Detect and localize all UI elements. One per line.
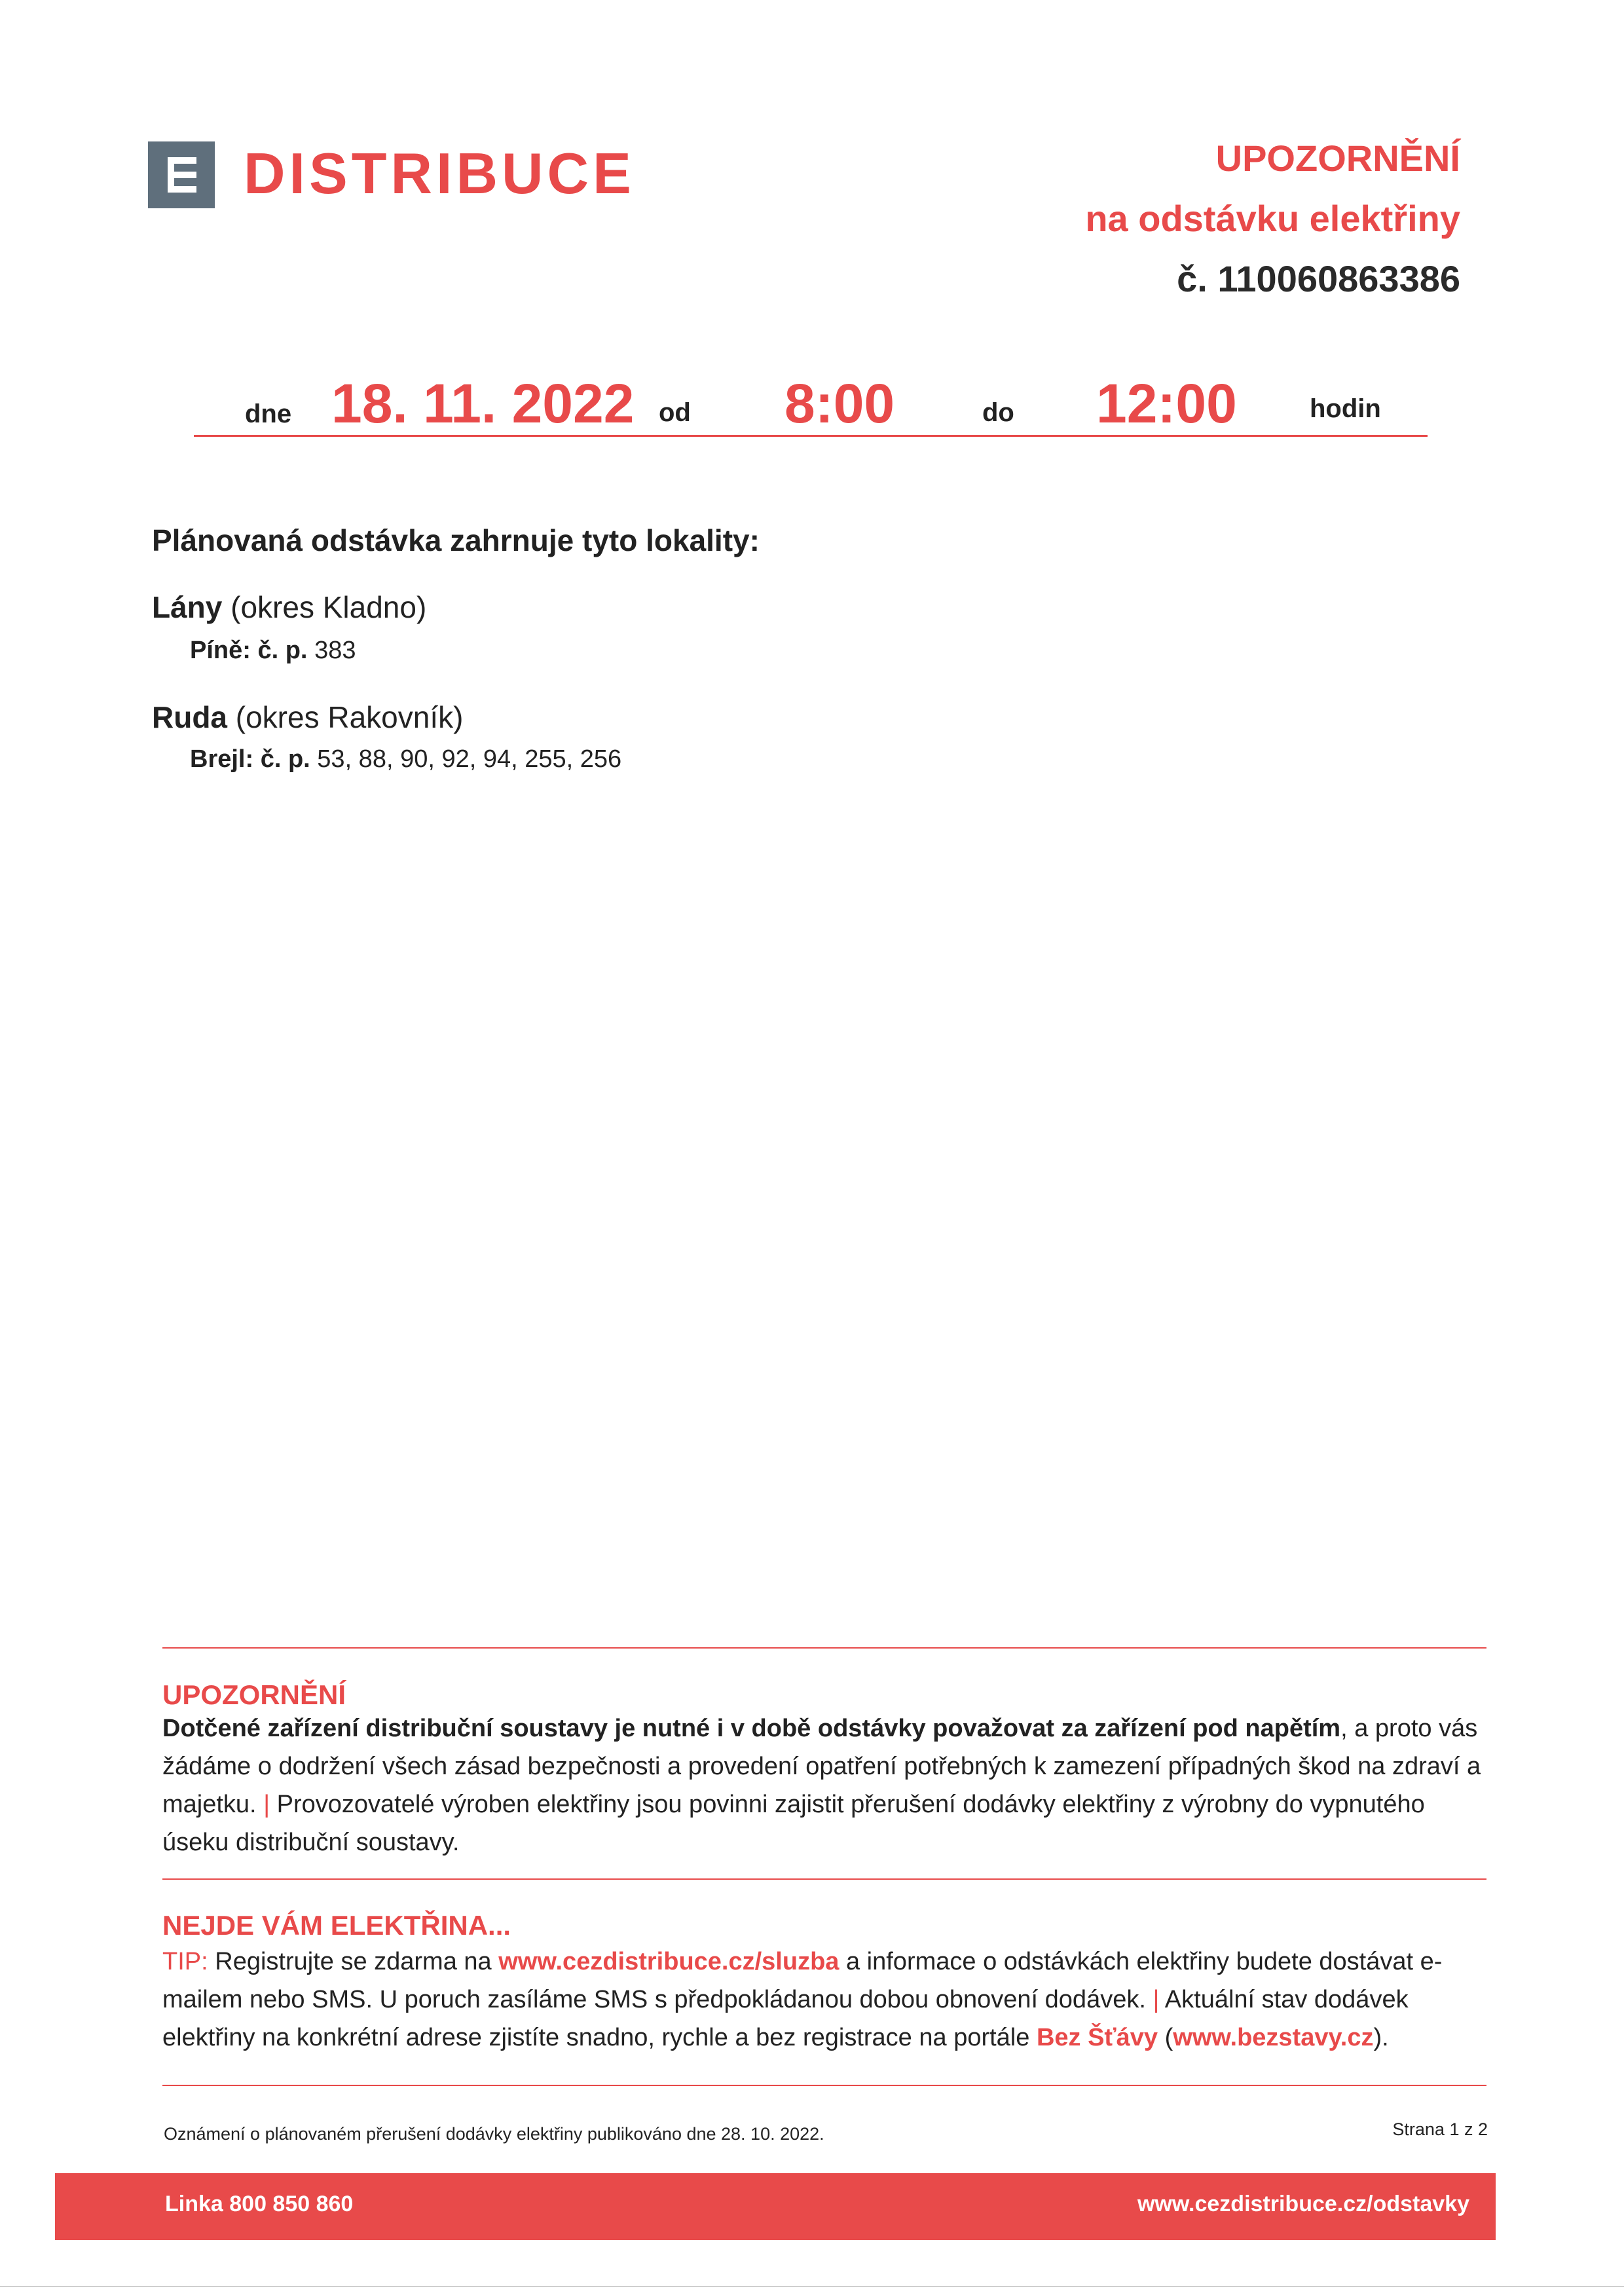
- location-street: [190, 637, 356, 665]
- town-name: Lány: [152, 590, 223, 624]
- locations-heading: Plánovaná odstávka zahrnuje tyto lokality:: [152, 523, 760, 557]
- warning-text-1: , a proto vás žádáme o dodržení všech zásad bezpečnosti a provedení opatření potřebných k zamezení případných škod na zdraví a majetku.: [162, 1715, 1481, 1818]
- warning-text-2: Provozovatelé výroben elektřiny jsou povinni zajistit přerušení dodávky elektřiny z výrobny do vypnutého úseku distribuční soustavy.: [162, 1791, 1425, 1856]
- warning-text: [162, 1709, 1485, 1861]
- from-time: 8:00: [784, 373, 895, 434]
- notice-title-line2: na odstávku elektřiny: [1085, 198, 1460, 239]
- published-note: Oznámení o plánovaném přerušení dodávky elektřiny publikováno dne 28. 10. 2022.: [164, 2124, 824, 2144]
- bezstavy-link[interactable]: www.bezstavy.cz: [1173, 2024, 1374, 2051]
- no-power-title: NEJDE VÁM ELEKTŘINA...: [162, 1910, 511, 1941]
- website-link[interactable]: www.cezdistribuce.cz/odstavky: [1137, 2192, 1469, 2216]
- separator: |: [1153, 1986, 1160, 2013]
- to-time: 12:00: [1096, 373, 1237, 434]
- separator: |: [263, 1791, 270, 1818]
- warning-title: UPOZORNĚNÍ: [162, 1679, 346, 1710]
- town-district: (okres Kladno): [231, 590, 427, 624]
- location-town: [152, 700, 463, 735]
- no-power-text-1: Registrujte se zdarma na: [215, 1948, 492, 1975]
- to-label: do: [982, 398, 1014, 427]
- street-name: Píně:: [190, 637, 251, 664]
- cez-e-logo-icon: [148, 141, 215, 208]
- from-label: od: [659, 398, 691, 427]
- location-street: [190, 745, 621, 774]
- registration-link[interactable]: www.cezdistribuce.cz/sluzba: [498, 1948, 840, 1975]
- hotline: Linka 800 850 860: [165, 2192, 354, 2216]
- house-numbers: 53, 88, 90, 92, 94, 255, 256: [317, 745, 622, 773]
- divider: [162, 1647, 1486, 1649]
- warning-bold-text: Dotčené zařízení distribuční soustavy je nutné i v době odstávky považovat za zařízení pod napětím: [162, 1715, 1341, 1742]
- town-name: Ruda: [152, 700, 227, 734]
- page-number: Strana 1 z 2: [1392, 2119, 1488, 2139]
- portal-name: Bez Šťávy: [1036, 2024, 1158, 2051]
- date-label: dne: [245, 400, 292, 428]
- cp-label: č. p.: [260, 745, 310, 773]
- cp-label: č. p.: [257, 637, 308, 664]
- location-town: [152, 589, 426, 625]
- hours-label: hodin: [1310, 394, 1381, 423]
- no-power-text-3: Aktuální stav dodávek elektřiny na konkrétní adrese zjistíte snadno, rychle a bez registrace na portále: [162, 1986, 1409, 2051]
- tip-label: TIP:: [162, 1948, 208, 1975]
- divider: [162, 2085, 1486, 2086]
- town-district: (okres Rakovník): [235, 700, 464, 734]
- house-numbers: 383: [314, 637, 356, 664]
- no-power-text: TIP: Registrujte se zdarma na www.cezdistribuce.cz/sluzba a informace o odstávkách elektřiny budete dostávat e-mailem nebo SMS. U poruch zasíláme SMS s předpokládanou dobou obnovení dodávek. | Aktuální stav dodávek elektřiny na konkrétní adrese zjistíte snadno, rychle a bez registrace na portále Bez Šťávy (www.bezstavy.cz).: [162, 1948, 1443, 2051]
- notice-number: č. 110060863386: [1177, 258, 1460, 299]
- contact-bar: [55, 2173, 1496, 2240]
- outage-date: 18. 11. 2022: [331, 373, 635, 434]
- notice-title-line1: UPOZORNĚNÍ: [1215, 138, 1460, 179]
- page-edge: [0, 2286, 1624, 2287]
- schedule-divider: [194, 435, 1428, 437]
- street-name: Brejl:: [190, 745, 254, 773]
- brand-name: DISTRIBUCE: [244, 141, 635, 206]
- no-power-text-2: a informace o odstávkách elektřiny budete dostávat e-mailem nebo SMS. U poruch zasíláme SMS s předpokládanou dobou obnovení dodávek.: [162, 1948, 1443, 2013]
- notice-title: [1085, 128, 1460, 309]
- divider: [162, 1878, 1486, 1880]
